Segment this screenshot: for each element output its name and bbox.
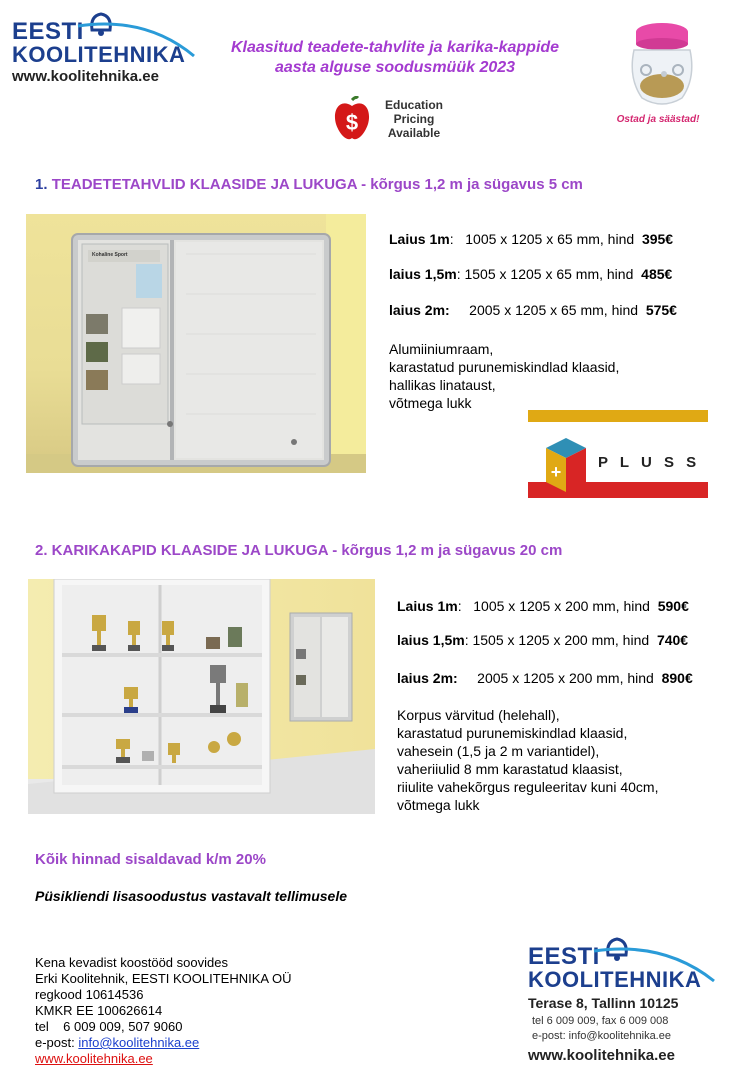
note-line: hallikas linataust,: [389, 377, 496, 393]
section2-spec-3: [397, 670, 693, 687]
svg-text:$: $: [345, 110, 359, 135]
note-line: riiulite vahekõrgus reguleeritav kuni 40cm,: [397, 779, 659, 795]
reg-code: regkood 10614536: [35, 987, 144, 1002]
section1-spec-3: [389, 302, 677, 319]
promo-title: [195, 38, 595, 78]
web-link[interactable]: www.koolitehnika.ee: [35, 1051, 153, 1066]
svg-text:+: +: [550, 462, 562, 482]
greeting: Kena kevadist koostööd soovides: [35, 955, 228, 970]
loyalty-note: Püsikliendi lisasoodustus vastavalt tellimusele: [35, 888, 348, 904]
card-tel: tel 6 009 009, fax 6 009 008: [532, 1015, 669, 1027]
note-line: Korpus värvitud (helehall),: [397, 707, 560, 723]
piggy-bank-icon: [622, 20, 702, 108]
card-web: www.koolitehnika.ee: [528, 1047, 675, 1064]
spec-label: laius 2m:: [397, 670, 458, 686]
bulletin-board-image: [26, 214, 366, 473]
spec-label: laius 1,5m: [389, 266, 457, 282]
education-line-3: Available: [387, 126, 441, 140]
note-line: karastatud purunemiskindlad klaasid,: [397, 725, 628, 741]
spec-dims: 1505 x 1205 x 200 mm, hind: [472, 632, 650, 648]
logo-line-1: EESTI: [12, 18, 84, 45]
contact-block: [35, 955, 291, 1067]
card-address: Terase 8, Tallinn 10125: [528, 995, 679, 1011]
note-line: vahesein (1,5 ja 2 m variantidel),: [397, 743, 600, 759]
section1-title: [35, 176, 715, 193]
section1-notes: [389, 340, 619, 412]
section2-spec-1: Laius 1m: 1005 x 1205 x 200 mm, hind 590€: [397, 598, 689, 614]
spec-price: 590€: [657, 598, 689, 614]
promo-line-2: aasta alguse soodusmüük 2023: [274, 59, 516, 76]
spec-dims: 2005 x 1205 x 65 mm, hind: [469, 302, 639, 318]
spec-dims: 1005 x 1205 x 200 mm, hind: [473, 598, 650, 614]
spec-price: 740€: [656, 632, 689, 648]
spec-price: 485€: [641, 266, 673, 282]
section2-notes: [397, 706, 658, 814]
section1-spec-2: laius 1,5m: 1505 x 1205 x 65 mm, hind 485€: [389, 266, 673, 282]
card-logo-line-2: KOOLITEHNIKA: [528, 967, 702, 992]
company-card: [526, 935, 718, 1067]
education-line-1: Education: [384, 98, 443, 112]
spec-label: laius 1,5m: [397, 632, 465, 648]
piggy-caption: Ostad ja säästad!: [616, 114, 700, 125]
card-email: e-post: info@koolitehnika.ee: [532, 1030, 671, 1042]
spec-dims: 2005 x 1205 x 200 mm, hind: [477, 670, 654, 686]
card-logo-line-1: EESTI: [528, 943, 600, 970]
pluss-cube-icon: [542, 434, 590, 494]
pluss-logo: [528, 410, 708, 500]
education-text: [376, 98, 452, 140]
note-line: võtmega lukk: [397, 797, 480, 813]
section2-title: 2. KARIKAKAPID KLAASIDE JA LUKUGA - kõrgus 1,2 m ja sügavus 20 cm: [35, 542, 563, 559]
section1-number: 1.: [35, 176, 48, 193]
vat-number: KMKR EE 100626614: [35, 1003, 163, 1018]
piggy-bank-graphic: [608, 20, 708, 130]
email-link[interactable]: info@koolitehnika.ee: [78, 1035, 200, 1050]
header-logo: [10, 10, 195, 85]
email-line: [35, 1035, 291, 1051]
trophy-cabinet-photo: [28, 579, 375, 814]
vat-note: Kõik hinnad sisaldavad k/m 20%: [35, 851, 266, 868]
logo-line-2: KOOLITEHNIKA: [12, 42, 186, 67]
bulletin-board-photo: [26, 214, 366, 473]
spec-dims: 1005 x 1205 x 65 mm, hind: [465, 231, 635, 247]
promo-line-1: Klaasitud teadete-tahvlite ja karika-kappide: [230, 39, 560, 56]
section2-spec-2: laius 1,5m: 1505 x 1205 x 200 mm, hind 740€: [397, 632, 689, 648]
spec-price: 890€: [661, 670, 693, 686]
spec-label: Laius 1m: [397, 598, 458, 614]
logo-url: www.koolitehnika.ee: [12, 68, 159, 85]
note-line: võtmega lukk: [389, 395, 472, 411]
education-line-2: Pricing: [393, 112, 435, 126]
board-tag: Kohaline Sport: [92, 252, 128, 258]
web-line: [35, 1051, 291, 1067]
email-label: e-post:: [35, 1035, 79, 1050]
note-line: vaheriiulid 8 mm karastatud klaasist,: [397, 761, 623, 777]
spec-dims: 1505 x 1205 x 65 mm, hind: [464, 266, 634, 282]
apple-dollar-icon: [332, 96, 372, 142]
pluss-top-bar: [528, 410, 708, 422]
education-pricing-badge: [332, 96, 452, 146]
note-line: karastatud purunemiskindlad klaasid,: [389, 359, 620, 375]
phone: tel 6 009 009, 507 9060: [35, 1019, 183, 1034]
spec-label: laius 2m:: [389, 302, 450, 318]
spec-label: Laius 1m: [389, 231, 450, 247]
pluss-text: P L U S S: [598, 454, 701, 471]
spec-price: 575€: [645, 302, 677, 318]
spec-price: 395€: [641, 231, 674, 247]
note-line: Alumiiniumraam,: [389, 341, 494, 357]
signer: Erki Koolitehnik, EESTI KOOLITEHNIKA OÜ: [35, 971, 292, 986]
section1-heading: TEADETETAHVLID KLAASIDE JA LUKUGA - kõrgus 1,2 m ja sügavus 5 cm: [51, 176, 583, 193]
section1-spec-1: Laius 1m: 1005 x 1205 x 65 mm, hind 395€: [389, 231, 674, 247]
trophy-cabinet-image: [28, 579, 375, 814]
